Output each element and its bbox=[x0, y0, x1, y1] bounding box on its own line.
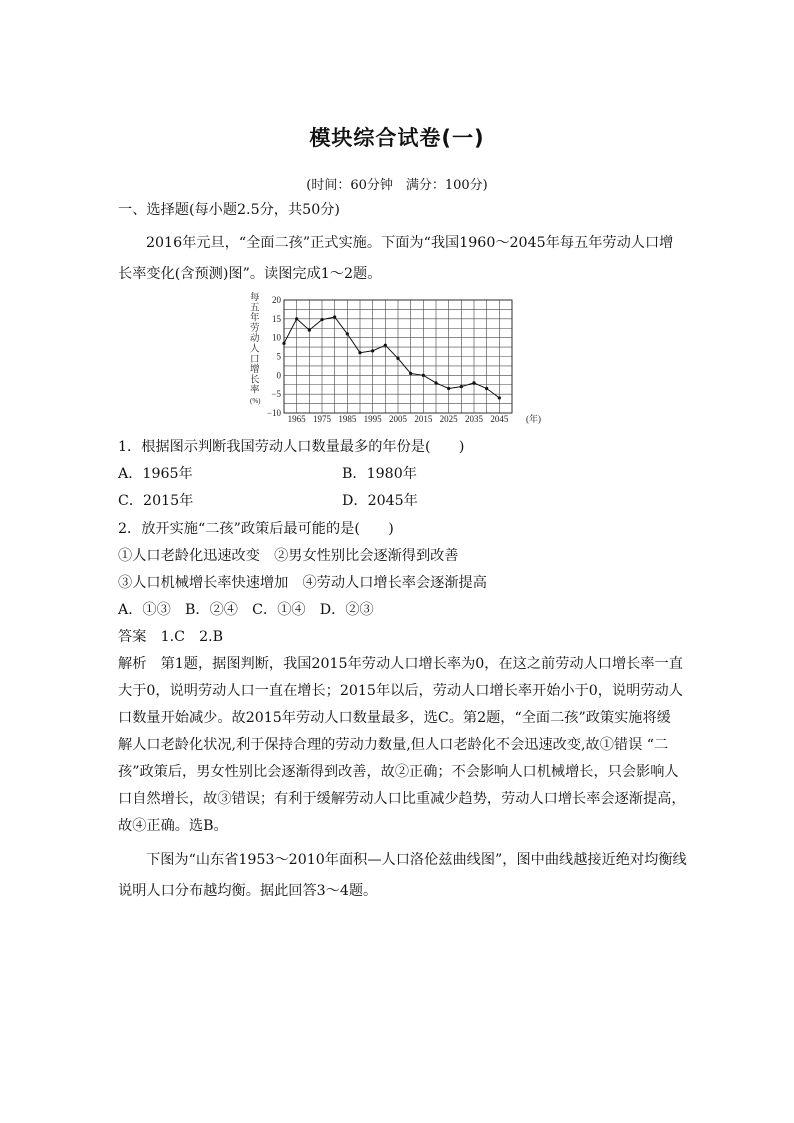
y-tick-label: 0 bbox=[276, 370, 281, 381]
y-axis-label-char: 人 bbox=[250, 344, 260, 355]
y-tick-label: 10 bbox=[272, 332, 281, 343]
intro2-line2: 说明人口分布越均衡。据此回答3～4题。 bbox=[118, 883, 378, 899]
analysis-line: 口自然增长，故③错误；有利于缓解劳动人口比重减少趋势，劳动人口增长率会逐渐提高， bbox=[118, 791, 686, 807]
analysis-line: 故④正确。选B。 bbox=[118, 818, 228, 834]
x-tick-label: 1975 bbox=[313, 414, 331, 424]
data-point bbox=[498, 396, 501, 399]
section-heading: 一、选择题(每小题2.5分，共50分) bbox=[118, 202, 340, 218]
y-tick-label: 5 bbox=[276, 351, 281, 362]
x-tick-labels bbox=[288, 414, 509, 424]
intro1-line2: 长率变化(含预测)图”。读图完成1～2题。 bbox=[118, 266, 382, 282]
x-tick-label: 1965 bbox=[287, 414, 306, 424]
y-axis-label-char: 动 bbox=[250, 334, 260, 345]
page-title: 模块综合试卷(一) bbox=[309, 126, 485, 150]
y-axis-label-char: (%) bbox=[250, 397, 261, 405]
q1-option-d: D．2045年 bbox=[342, 493, 418, 509]
y-tick-label: 15 bbox=[272, 313, 281, 324]
data-point bbox=[485, 387, 488, 390]
exam-info: (时间：60分钟 满分：100分) bbox=[306, 178, 488, 193]
analysis-line: 大于0，说明劳动人口一直在增长；2015年以后，劳动人口增长率开始小于0，说明劳动人 bbox=[118, 683, 683, 699]
x-tick-label: 1995 bbox=[363, 414, 382, 424]
y-axis-label-char: 五 bbox=[250, 303, 260, 314]
y-axis-label-char: 长 bbox=[250, 375, 260, 386]
x-tick-label: 2045 bbox=[490, 414, 509, 424]
data-point bbox=[282, 342, 285, 345]
q1-option-a: A．1965年 bbox=[118, 466, 193, 482]
y-tick-label: −5 bbox=[271, 389, 281, 400]
analysis-line: 解人口老龄化状况,利于保持合理的劳动力数量,但人口老龄化不会迅速改变,故①错误 “二 bbox=[118, 737, 669, 753]
q2-choices: A．①③ B．②④ C．①④ D．②③ bbox=[118, 602, 374, 618]
intro1-line1: 2016年元旦，“全面二孩”正式实施。下面为“我国1960～2045年每五年劳动人口增 bbox=[146, 235, 674, 251]
data-point bbox=[371, 349, 374, 352]
y-axis-label-char: 口 bbox=[250, 354, 260, 365]
analysis-line: 孩”政策后，男女性别比会逐渐得到改善，故②正确；不会影响人口机械增长，只会影响人 bbox=[118, 764, 679, 780]
y-tick-label: 20 bbox=[272, 295, 281, 305]
q2-statements-1: ①人口老龄化迅速改变 ②男女性别比会逐渐得到改善 bbox=[118, 548, 459, 564]
data-point bbox=[472, 381, 475, 384]
data-point bbox=[409, 372, 412, 375]
y-axis-label bbox=[250, 292, 261, 405]
y-axis-label-char: 劳 bbox=[250, 323, 260, 334]
data-point bbox=[333, 315, 336, 318]
x-axis-unit: (年) bbox=[526, 414, 541, 424]
data-point bbox=[434, 381, 437, 384]
data-point bbox=[358, 351, 361, 354]
question-1-stem: 1．根据图示判断我国劳动人口数量最多的年份是( ) bbox=[118, 439, 465, 455]
data-point bbox=[447, 387, 450, 390]
x-tick-label: 2035 bbox=[465, 414, 483, 424]
x-tick-label: 2005 bbox=[389, 414, 407, 424]
x-tick-label: 1985 bbox=[338, 414, 357, 424]
y-axis-label-char: 增 bbox=[250, 365, 260, 376]
analysis-line: 口数量开始减少。故2015年劳动人口数量最多，选C。第2题，“全面二孩”政策实施将缓 bbox=[118, 710, 671, 726]
question-2-stem: 2．放开实施“二孩”政策后最可能的是( ) bbox=[118, 521, 394, 537]
analysis-line: 解析 第1题，据图判断，我国2015年劳动人口增长率为0，在这之前劳动人口增长率一直 bbox=[118, 656, 683, 672]
grid bbox=[284, 300, 512, 413]
data-point bbox=[422, 374, 425, 377]
x-tick-label: 2025 bbox=[439, 414, 458, 424]
data-point bbox=[320, 318, 323, 321]
y-axis-label-char: 率 bbox=[250, 385, 260, 396]
series-line bbox=[284, 317, 499, 398]
data-point bbox=[295, 317, 298, 320]
answer-line: 答案 1.C 2.B bbox=[118, 629, 224, 645]
y-tick-labels bbox=[267, 295, 282, 418]
data-point bbox=[396, 357, 399, 360]
data-point bbox=[308, 329, 311, 332]
y-axis-label-char: 年 bbox=[250, 313, 260, 324]
y-tick-label: −10 bbox=[266, 408, 281, 418]
intro2-line1: 下图为“山东省1953～2010年面积—人口洛伦兹曲线图”，图中曲线越接近绝对均衡线 bbox=[146, 852, 687, 868]
q1-option-c: C．2015年 bbox=[118, 493, 194, 509]
y-axis-label-char: 每 bbox=[250, 293, 260, 303]
labor-growth-chart bbox=[248, 292, 548, 427]
data-point bbox=[384, 344, 387, 347]
x-tick-label: 2015 bbox=[414, 414, 433, 424]
data-point bbox=[346, 332, 349, 335]
data-point bbox=[460, 385, 463, 388]
q1-option-b: B．1980年 bbox=[342, 466, 417, 482]
q2-statements-2: ③人口机械增长率快速增加 ④劳动人口增长率会逐渐提高 bbox=[118, 575, 487, 591]
